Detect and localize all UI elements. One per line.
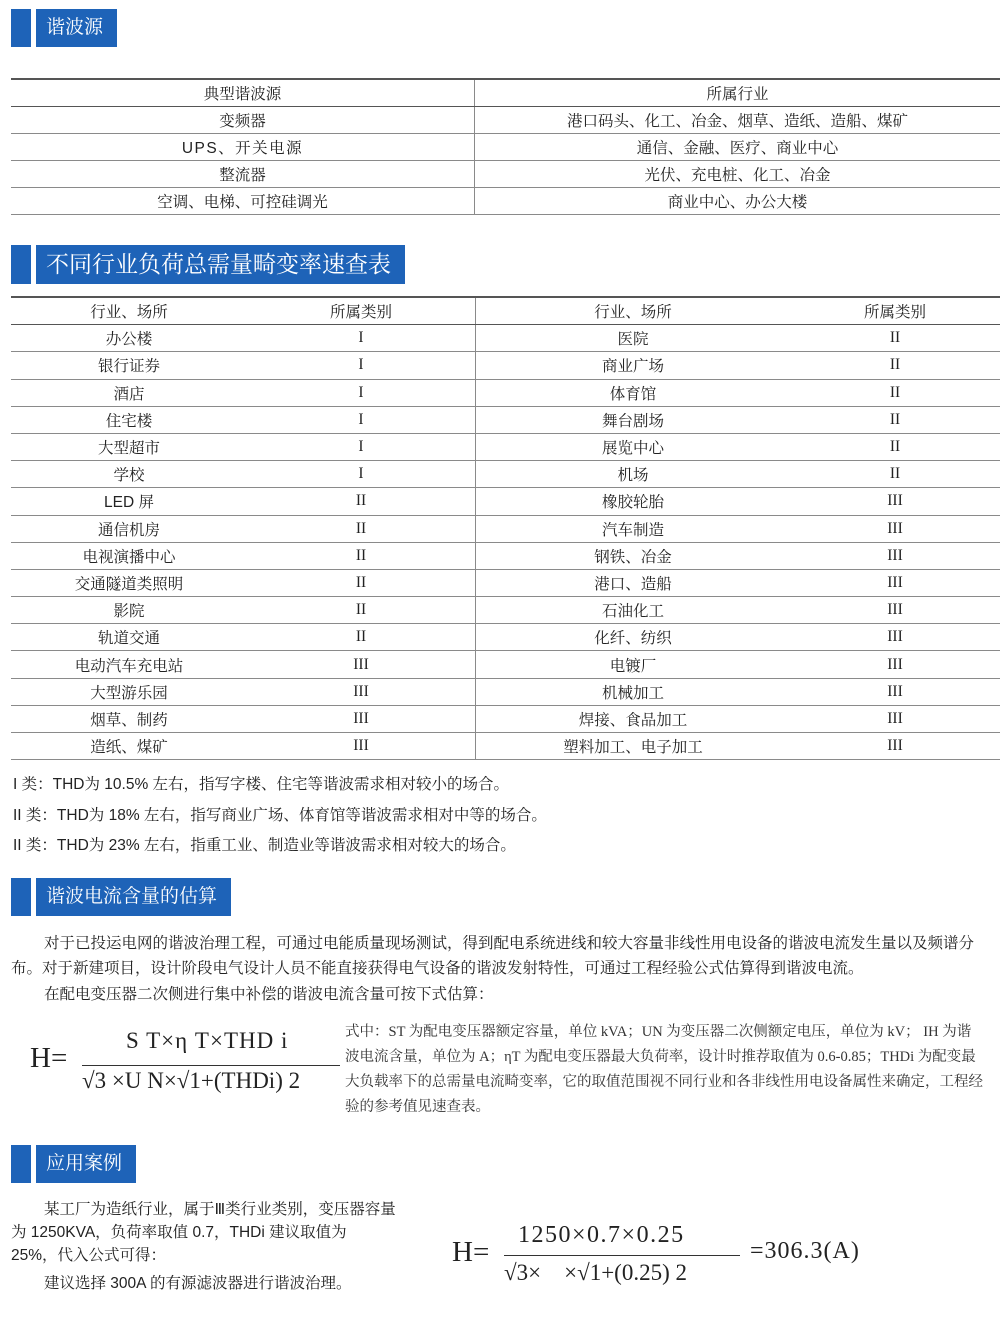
table-header-cell: 所属类别: [790, 297, 1000, 325]
table-cell: 银行证券: [11, 352, 247, 379]
formula-lhs: H=: [30, 1042, 68, 1074]
class-note-2: II 类：THD为 18% 左右，指写商业广场、体育馆等谐波需求相对中等的场合。: [13, 807, 547, 824]
case-paragraph: 某工厂为造纸行业，属于Ⅲ类行业类别，变压器容量为 1250KVA，负荷率取值 0.7，THDi 建议取值为 25%，代入公式可得：: [11, 1201, 396, 1264]
table-cell: I: [247, 379, 476, 406]
estimation-formula-intro: 在配电变压器二次侧进行集中补偿的谐波电流含量可按下式估算：: [44, 986, 494, 1003]
table-header-row: [11, 79, 1000, 107]
fraction-line: [82, 1065, 340, 1066]
table-row: [11, 705, 1000, 732]
table-row: [11, 433, 1000, 460]
estimation-paragraph: 对于已投运电网的谐波治理工程，可通过电能质量现场测试，得到配电系统进线和较大容量非线性用电设备的谐波电流发生量以及频谱分布。对于新建项目，设计阶段电气设计人员不能直接获得电气设备的谐波发射特性，可通过工程经验公式估算得到谐波电流。: [11, 935, 975, 977]
table-cell: II: [247, 488, 476, 515]
table-cell: II: [790, 461, 1000, 488]
table-cell: II: [790, 379, 1000, 406]
table-cell: 烟草、制药: [11, 705, 247, 732]
table-cell: 医院: [476, 325, 791, 352]
table-cell: I: [247, 461, 476, 488]
table-cell: I: [247, 406, 476, 433]
table-header-cell: 行业、场所: [11, 297, 247, 325]
table-row: [11, 651, 1000, 678]
formula-numerator: S T×η T×THD i: [126, 1028, 289, 1053]
table-cell: 电镀厂: [476, 651, 791, 678]
table-cell: 化纤、纺织: [476, 624, 791, 651]
table-cell: III: [247, 678, 476, 705]
section-title: 谐波电流含量的估算: [36, 878, 231, 916]
section-header-estimation: [11, 878, 231, 916]
table-cell: 空调、电梯、可控硅调光: [11, 188, 475, 215]
table-row: [11, 733, 1000, 760]
section-title: 应用案例: [36, 1145, 136, 1183]
table-cell: 电视演播中心: [11, 542, 247, 569]
table-cell: II: [247, 624, 476, 651]
table-cell: I: [247, 325, 476, 352]
table-cell: III: [790, 651, 1000, 678]
table-cell: 通信、金融、医疗、商业中心: [475, 134, 1000, 161]
table-cell: III: [790, 569, 1000, 596]
table-cell: III: [790, 705, 1000, 732]
table-row: [11, 134, 1000, 161]
table-row: [11, 325, 1000, 352]
table-row: [11, 188, 1000, 215]
table-cell: II: [790, 406, 1000, 433]
table-row: [11, 624, 1000, 651]
table-header-row: [11, 297, 1000, 325]
table-header-cell: 所属行业: [475, 79, 1000, 107]
formula-result: =306.3(A): [750, 1238, 860, 1264]
table-header-cell: 典型谐波源: [11, 79, 475, 107]
table-cell: 港口、造船: [476, 569, 791, 596]
table-cell: III: [790, 515, 1000, 542]
table-cell: 机械加工: [476, 678, 791, 705]
formula-denominator: √3× ×√1+(0.25) 2: [504, 1260, 687, 1285]
table-cell: 光伏、充电桩、化工、冶金: [475, 161, 1000, 188]
table-cell: 橡胶轮胎: [476, 488, 791, 515]
table-cell: 电动汽车充电站: [11, 651, 247, 678]
table-cell: 学校: [11, 461, 247, 488]
section-title: 谐波源: [36, 9, 117, 47]
class-note-3: II 类：THD为 23% 左右，指重工业、制造业等谐波需求相对较大的场合。: [13, 837, 516, 854]
formula-lhs: H=: [452, 1236, 490, 1268]
formula-denominator: √3 ×U N×√1+(THDi) 2: [82, 1068, 301, 1093]
table-cell: II: [790, 325, 1000, 352]
table-cell: 办公楼: [11, 325, 247, 352]
table-row: [11, 379, 1000, 406]
application-case-text: [11, 1198, 396, 1295]
table-cell: 机场: [476, 461, 791, 488]
section-header-application-case: [11, 1145, 136, 1183]
table-cell: 通信机房: [11, 515, 247, 542]
table-cell: 港口码头、化工、冶金、烟草、造纸、造船、煤矿: [475, 107, 1000, 134]
table-cell: 造纸、煤矿: [11, 733, 247, 760]
table-cell: 轨道交通: [11, 624, 247, 651]
table-row: [11, 107, 1000, 134]
table-row: [11, 406, 1000, 433]
table-row: [11, 461, 1000, 488]
table-cell: 大型游乐园: [11, 678, 247, 705]
table-cell: III: [247, 733, 476, 760]
table-cell: III: [247, 705, 476, 732]
table-header-cell: 行业、场所: [476, 297, 791, 325]
table-cell: III: [790, 678, 1000, 705]
table-cell: 展览中心: [476, 433, 791, 460]
table-cell: III: [790, 488, 1000, 515]
table-cell: 商业中心、办公大楼: [475, 188, 1000, 215]
table-cell: I: [247, 433, 476, 460]
table-row: [11, 678, 1000, 705]
harmonic-sources-table: [11, 78, 1000, 215]
table-cell: 塑料加工、电子加工: [476, 733, 791, 760]
table-cell: 钢铁、冶金: [476, 542, 791, 569]
table-cell: 变频器: [11, 107, 475, 134]
table-cell: II: [790, 433, 1000, 460]
table-row: [11, 569, 1000, 596]
table-cell: 石油化工: [476, 597, 791, 624]
table-cell: II: [247, 542, 476, 569]
table-row: [11, 597, 1000, 624]
table-cell: III: [790, 624, 1000, 651]
section-header-harmonic-sources: [11, 9, 117, 47]
fraction-line: [504, 1255, 740, 1256]
section-title: 不同行业负荷总需量畸变率速查表: [36, 245, 405, 284]
table-cell: 焊接、食品加工: [476, 705, 791, 732]
table-cell: III: [790, 733, 1000, 760]
table-cell: 住宅楼: [11, 406, 247, 433]
table-cell: III: [790, 597, 1000, 624]
harmonic-current-formula: [30, 1028, 330, 1100]
table-cell: 影院: [11, 597, 247, 624]
section-header-distortion-table: [11, 245, 405, 284]
table-cell: 交通隧道类照明: [11, 569, 247, 596]
table-cell: 汽车制造: [476, 515, 791, 542]
table-row: [11, 515, 1000, 542]
table-cell: 酒店: [11, 379, 247, 406]
table-cell: 整流器: [11, 161, 475, 188]
case-recommendation: 建议选择 300A 的有源滤波器进行谐波治理。: [44, 1275, 352, 1292]
table-cell: LED 屏: [11, 488, 247, 515]
table-row: [11, 352, 1000, 379]
table-cell: 商业广场: [476, 352, 791, 379]
table-header-cell: 所属类别: [247, 297, 476, 325]
formula-numerator: 1250×0.7×0.25: [518, 1222, 685, 1248]
table-cell: 体育馆: [476, 379, 791, 406]
table-cell: I: [247, 352, 476, 379]
table-cell: II: [247, 569, 476, 596]
table-cell: UPS、开关电源: [11, 134, 475, 161]
table-cell: III: [790, 542, 1000, 569]
table-cell: III: [247, 651, 476, 678]
table-cell: II: [247, 515, 476, 542]
table-cell: 大型超市: [11, 433, 247, 460]
table-row: [11, 542, 1000, 569]
case-calculation-formula: [452, 1220, 892, 1295]
table-cell: II: [247, 597, 476, 624]
class-note-1: I 类：THD为 10.5% 左右，指写字楼、住宅等谐波需求相对较小的场合。: [13, 776, 510, 793]
table-cell: 舞台剧场: [476, 406, 791, 433]
table-row: [11, 488, 1000, 515]
distortion-quick-reference-table: [11, 296, 1000, 760]
table-row: [11, 161, 1000, 188]
table-cell: II: [790, 352, 1000, 379]
formula-explanation: 式中：ST 为配电变压器额定容量，单位 kVA；UN 为变压器二次侧额定电压，单位为 kV； IH 为谐波电流含量，单位为 A；ηT 为配电变压器最大负荷率，设计时推荐取值为 0.6-0.85；THDi 为配变最大负载率下的总需量电流畸变率，它的取值范围视不同行业和各非线性用电设备属性来确定，工程经验的参考值见速查表。: [345, 1024, 983, 1115]
